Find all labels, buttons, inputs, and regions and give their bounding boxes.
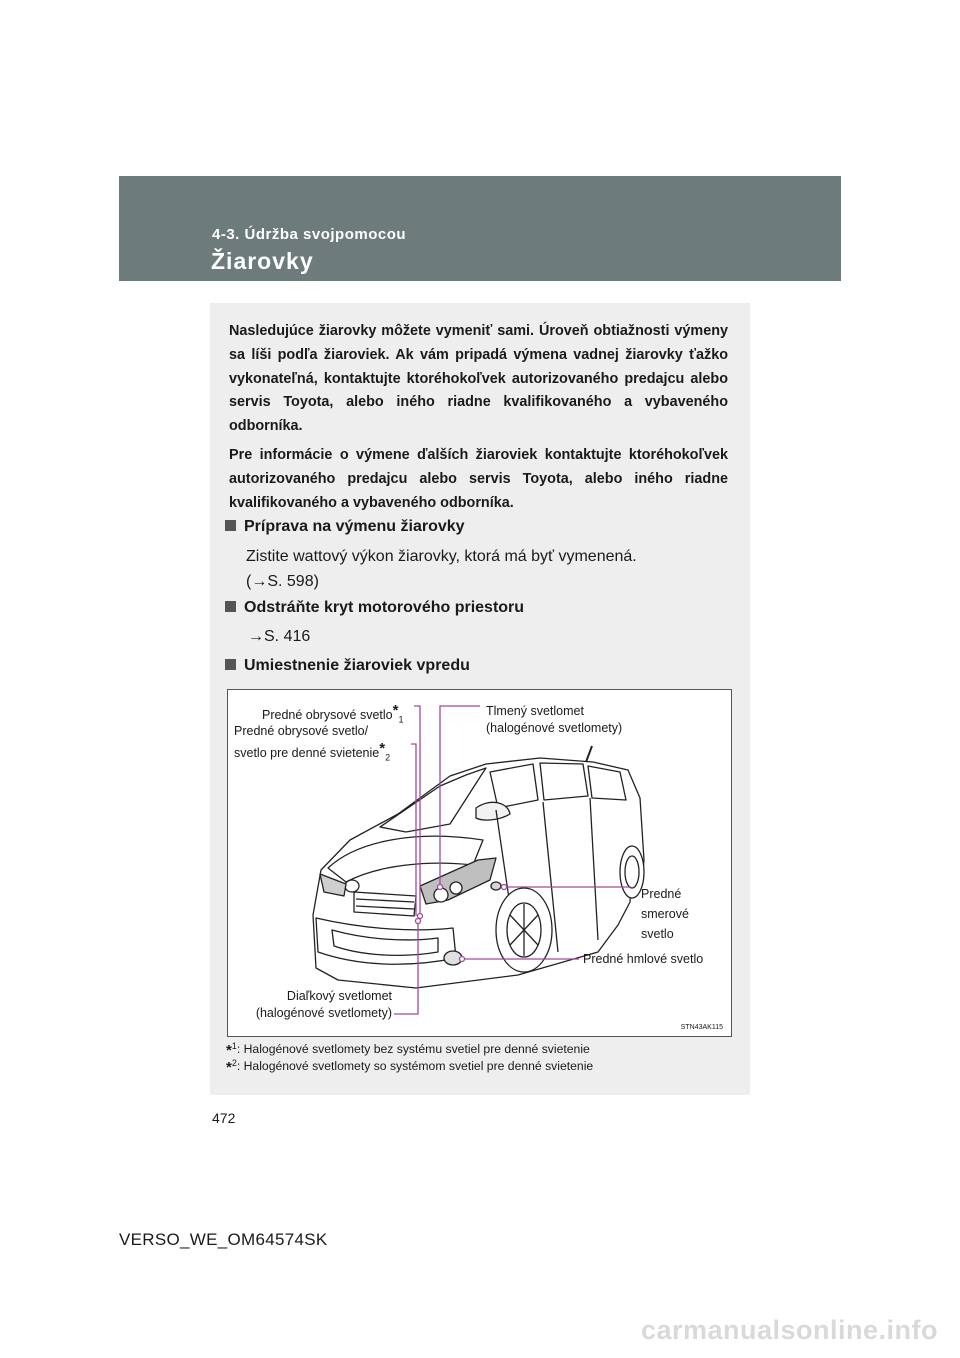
section-label: 4-3. Údržba svojpomocou [212, 226, 407, 243]
intro-paragraph-2: Pre informácie o výmene ďalších žiaroviek kontaktujte ktoréhokoľvek autorizovaného predajcu alebo servis Toyota, alebo iného riadne kvalifikovaného a vybaveného odborníka. [229, 447, 728, 511]
front-bumper [316, 918, 456, 964]
footnote-1: *$^1$: Halogénové svetlomety bez systému svetiel pre denné svietenie [226, 1041, 590, 1059]
intro-paragraph-1: Nasledujúce žiarovky môžete vymeniť sami. Úroveň obtiažnosti výmeny sa líši podľa žiaroviek. Ak vám pripadá výmena vadnej žiarovky ťažko vykonateľná, kontaktujte ktoréhokoľvek autorizovaného predajcu alebo servis Toyota, alebo iného riadne kvalifikovaného a vybaveného odborníka. [229, 323, 728, 435]
windshield-outline [380, 768, 486, 832]
square-bullet-icon [225, 520, 236, 531]
headlight-lamp-2 [450, 882, 462, 894]
callout-low-beam: Tlmený svetlomet (halogénové svetlomety) [486, 704, 623, 735]
callout-line-high-beam [394, 920, 418, 1014]
callout-position-light-2: Predné obrysové svetlo/ svetlo pre denné svietenie*$_2$ [234, 724, 391, 763]
headlight-outline [420, 858, 496, 904]
preparation-text-line-1: Zistite wattový výkon žiarovky, ktorá má byť vymenená. [246, 548, 637, 565]
lower-grille [332, 930, 438, 955]
page-header [119, 176, 841, 281]
turn-signal-lamp [491, 882, 501, 890]
heading-preparation-text: Príprava na výmenu žiarovky [244, 518, 465, 535]
document-code: VERSO_WE_OM64574SK [119, 1230, 328, 1249]
side-window-front [490, 764, 538, 808]
page-number: 472 [212, 1110, 236, 1126]
upper-grille [354, 892, 416, 916]
callout-high-beam: Diaľkový svetlomet (halogénové svetlomety) [255, 989, 392, 1020]
callout-line-low-beam [440, 706, 480, 886]
heading-bulb-location [225, 657, 470, 675]
callout-position-light-1: Predné obrysové svetlo*$_1$ [262, 702, 404, 725]
callout-line-position-1 [414, 706, 420, 916]
bulb-location-figure [227, 689, 732, 1037]
figure-code: STN43AK115 [680, 1024, 723, 1031]
toyota-emblem [345, 880, 359, 892]
square-bullet-icon [225, 659, 236, 670]
side-window-middle [540, 763, 588, 800]
side-mirror [476, 802, 510, 820]
callout-turn-signal: Predné smerové svetlo [641, 887, 689, 941]
headlight-lamp-1 [434, 888, 448, 902]
heading-preparation [225, 518, 465, 536]
engine-cover-page-ref: →S. 416 [248, 628, 311, 645]
heading-engine-cover [225, 599, 524, 617]
callout-fog-light: Predné hmlové svetlo [583, 952, 704, 966]
content-box [210, 303, 750, 1095]
page-title: Žiarovky [211, 248, 314, 274]
square-bullet-icon [225, 601, 236, 612]
heading-bulb-location-text: Umiestnenie žiaroviek vpredu [244, 657, 470, 674]
heading-engine-cover-text: Odstráňte kryt motorového priestoru [244, 599, 525, 616]
preparation-page-ref: (→S. 598) [246, 573, 319, 590]
watermark: carmanualsonline.info [640, 1315, 938, 1345]
side-window-rear [588, 766, 626, 800]
left-headlight-outline [320, 874, 346, 896]
footnote-2: *$^2$: Halogénové svetlomety so systémom svetiel pre denné svietenie [226, 1058, 594, 1076]
preparation-text [246, 544, 637, 594]
